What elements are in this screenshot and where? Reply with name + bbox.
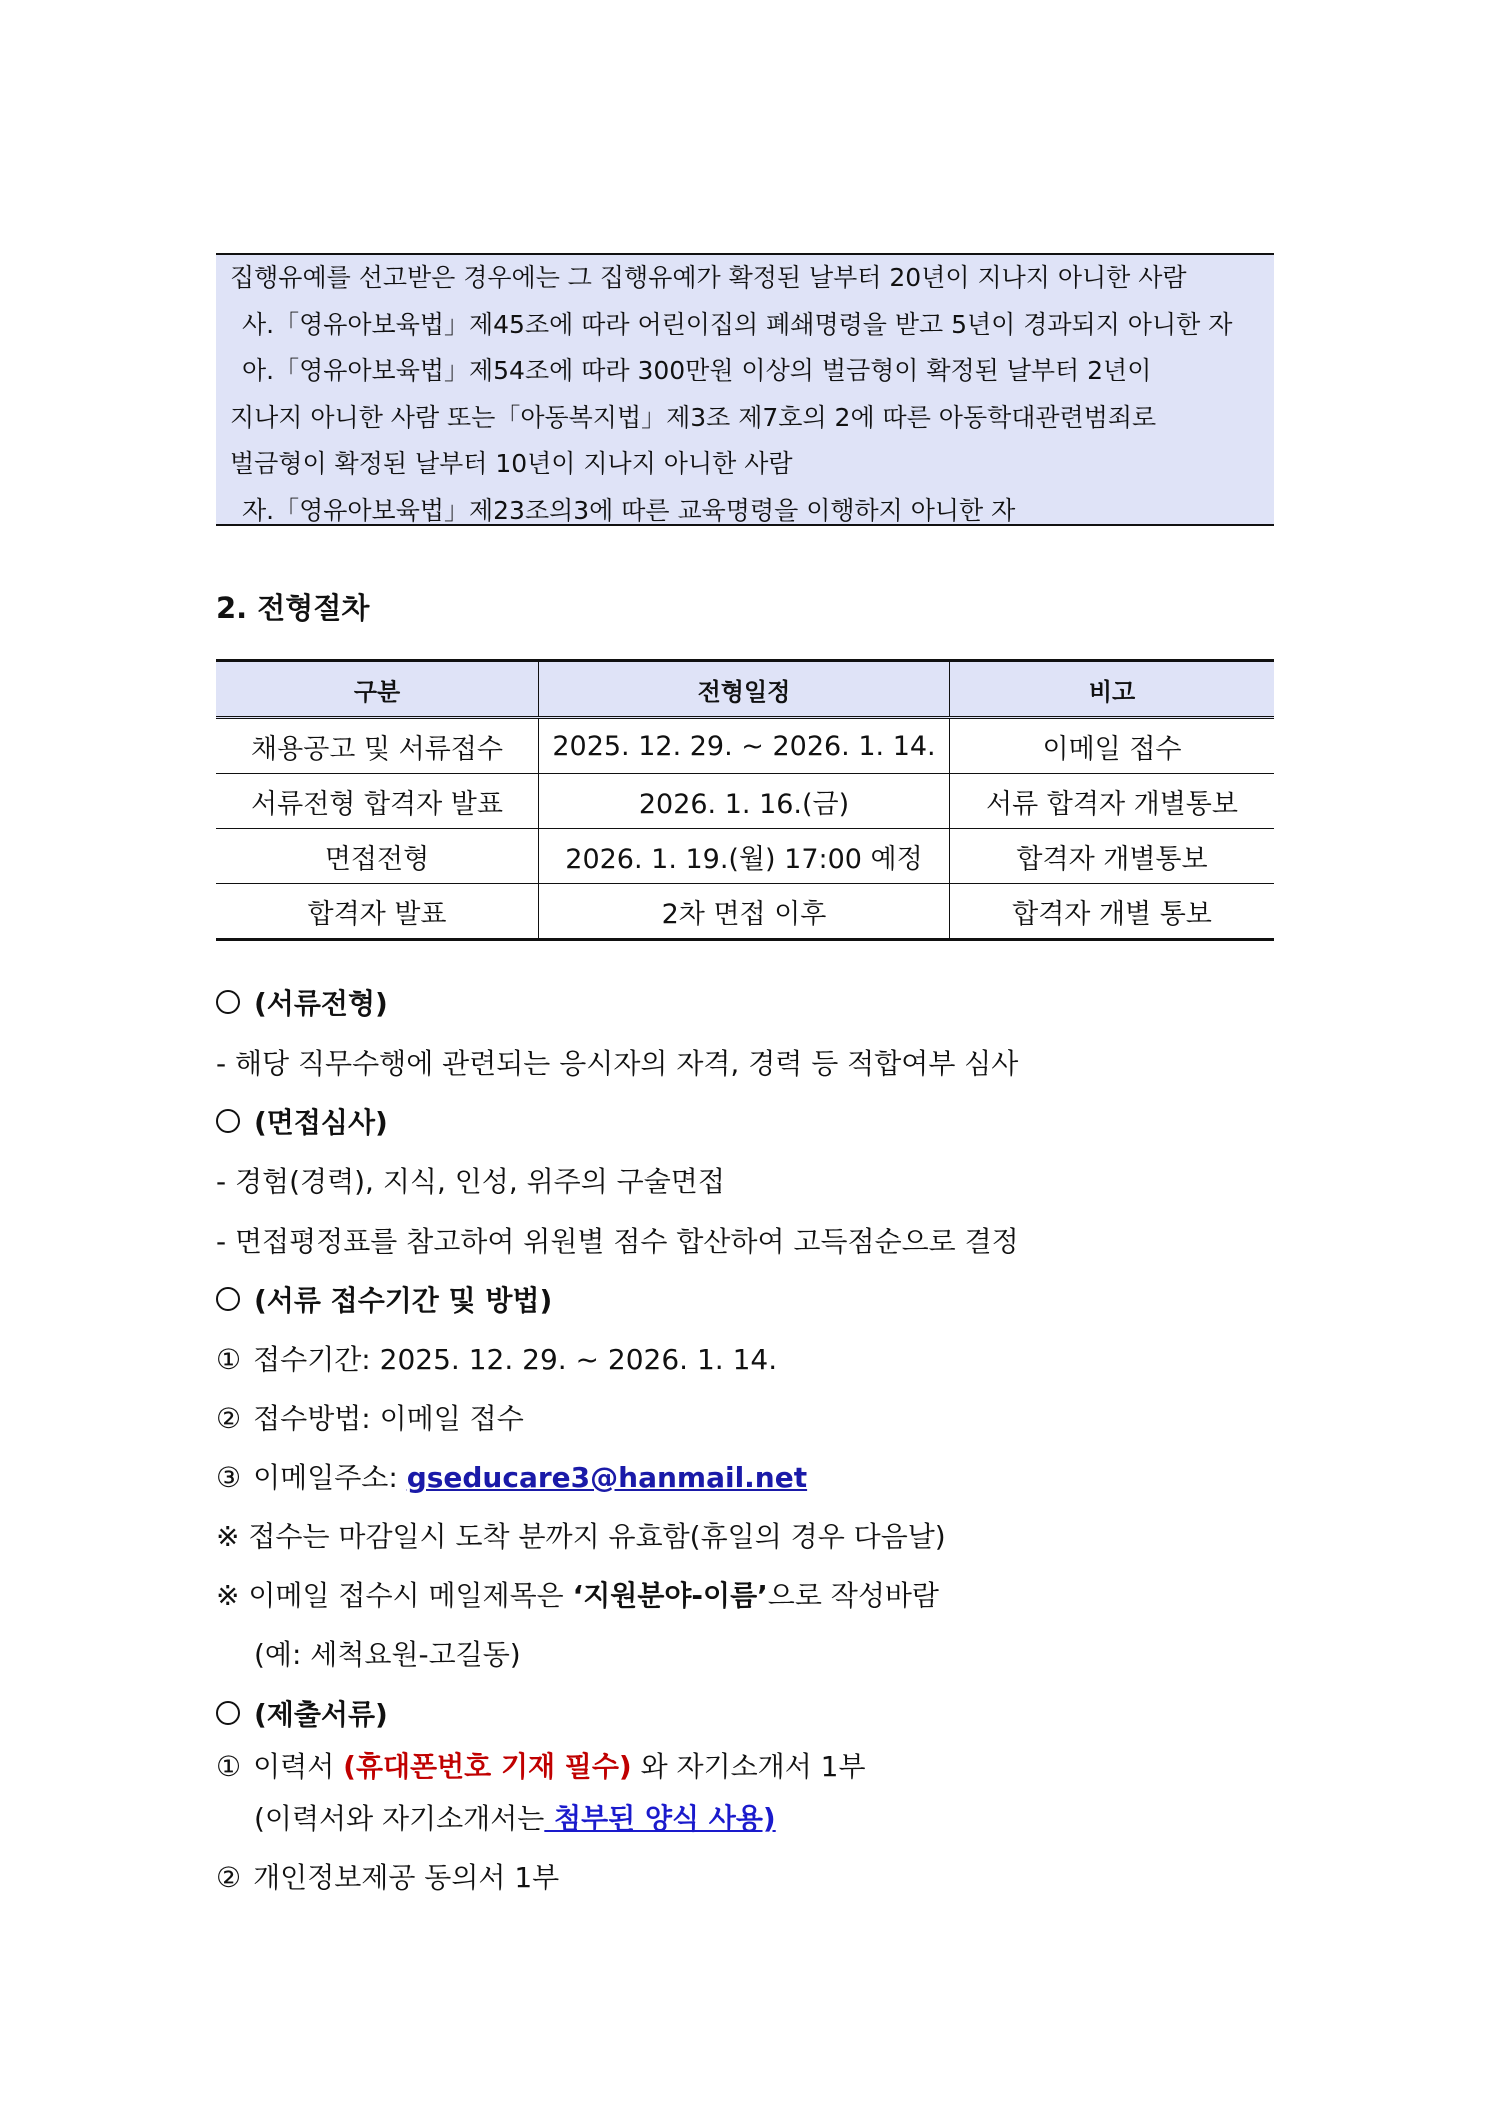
documents-heading: (제출서류) bbox=[216, 1693, 388, 1733]
circle-bullet-icon bbox=[216, 1109, 240, 1133]
cell-category: 서류전형 합격자 발표 bbox=[216, 774, 539, 829]
interview-desc-2: - 면접평정표를 참고하여 위원별 점수 합산하여 고득점순으로 결정 bbox=[216, 1225, 1019, 1258]
box-line-5: 벌금형이 확정된 날부터 10년이 지나지 아니한 사람 bbox=[230, 449, 793, 478]
box-line-2: 사.「영유아보육법」제45조에 따라 어린이집의 폐쇄명령을 받고 5년이 경과되지 아니한 자 bbox=[242, 310, 1233, 339]
circle-bullet-icon bbox=[216, 1287, 240, 1311]
documents-item-1-sub: (이력서와 자기소개서는 첨부된 양식 사용) bbox=[254, 1802, 776, 1835]
submission-method: ② 접수방법: 이메일 접수 bbox=[216, 1402, 524, 1435]
cell-category: 합격자 발표 bbox=[216, 884, 539, 940]
box-line-6: 자.「영유아보육법」제23조의3에 따른 교육명령을 이행하지 아니한 자 bbox=[242, 496, 1016, 525]
submission-email: ③ 이메일주소: gseducare3@hanmail.net bbox=[216, 1461, 808, 1494]
cell-category: 면접전형 bbox=[216, 829, 539, 884]
table-header-row bbox=[216, 661, 1274, 718]
box-line-3: 아.「영유아보육법」제54조에 따라 300만원 이상의 벌금형이 확정된 날부터 2년이 bbox=[242, 356, 1152, 385]
table-row bbox=[216, 774, 1274, 829]
doc-screening-desc: - 해당 직무수행에 관련되는 응시자의 자격, 경력 등 적합여부 심사 bbox=[216, 1047, 1019, 1080]
header-schedule: 전형일정 bbox=[539, 661, 950, 718]
header-category: 구분 bbox=[216, 661, 539, 718]
submission-period: ① 접수기간: 2025. 12. 29. ~ 2026. 1. 14. bbox=[216, 1343, 778, 1376]
doc-screening-heading: (서류전형) bbox=[216, 982, 388, 1022]
cell-note: 합격자 개별 통보 bbox=[950, 884, 1275, 940]
attached-form-link[interactable]: 첨부된 양식 사용) bbox=[544, 1802, 776, 1835]
cell-schedule: 2025. 12. 29. ~ 2026. 1. 14. bbox=[539, 718, 950, 774]
deadline-note: ※ 접수는 마감일시 도착 분까지 유효함(휴일의 경우 다음날) bbox=[216, 1520, 946, 1553]
cell-schedule: 2차 면접 이후 bbox=[539, 884, 950, 940]
table-row bbox=[216, 718, 1274, 774]
email-link[interactable]: gseducare3@hanmail.net bbox=[406, 1461, 808, 1494]
documents-item-2: ② 개인정보제공 동의서 1부 bbox=[216, 1861, 560, 1894]
header-note: 비고 bbox=[950, 661, 1275, 718]
box-line-1: 집행유예를 선고받은 경우에는 그 집행유예가 확정된 날부터 20년이 지나지 아니한 사람 bbox=[230, 263, 1187, 292]
cell-note: 서류 합격자 개별통보 bbox=[950, 774, 1275, 829]
box-line-4: 지나지 아니한 사람 또는「아동복지법」제3조 제7호의 2에 따른 아동학대관련범죄로 bbox=[230, 403, 1157, 432]
cell-note: 합격자 개별통보 bbox=[950, 829, 1275, 884]
submission-heading: (서류 접수기간 및 방법) bbox=[216, 1279, 552, 1319]
circle-bullet-icon bbox=[216, 990, 240, 1014]
table-row bbox=[216, 829, 1274, 884]
interview-desc-1: - 경험(경력), 지식, 인성, 위주의 구술면접 bbox=[216, 1165, 725, 1198]
schedule-table bbox=[216, 659, 1274, 941]
cell-category: 채용공고 및 서류접수 bbox=[216, 718, 539, 774]
email-subject-note: ※ 이메일 접수시 메일제목은 ‘지원분야-이름’으로 작성바람 bbox=[216, 1579, 939, 1612]
subject-example: (예: 세척요원-고길동) bbox=[254, 1638, 521, 1671]
disqualification-box bbox=[216, 253, 1274, 526]
interview-heading: (면접심사) bbox=[216, 1101, 388, 1141]
cell-note: 이메일 접수 bbox=[950, 718, 1275, 774]
circle-bullet-icon bbox=[216, 1701, 240, 1725]
cell-schedule: 2026. 1. 19.(월) 17:00 예정 bbox=[539, 829, 950, 884]
table-row bbox=[216, 884, 1274, 940]
cell-schedule: 2026. 1. 16.(금) bbox=[539, 774, 950, 829]
documents-item-1: ① 이력서 (휴대폰번호 기재 필수) 와 자기소개서 1부 bbox=[216, 1750, 866, 1783]
section-title: 2. 전형절차 bbox=[216, 591, 370, 625]
